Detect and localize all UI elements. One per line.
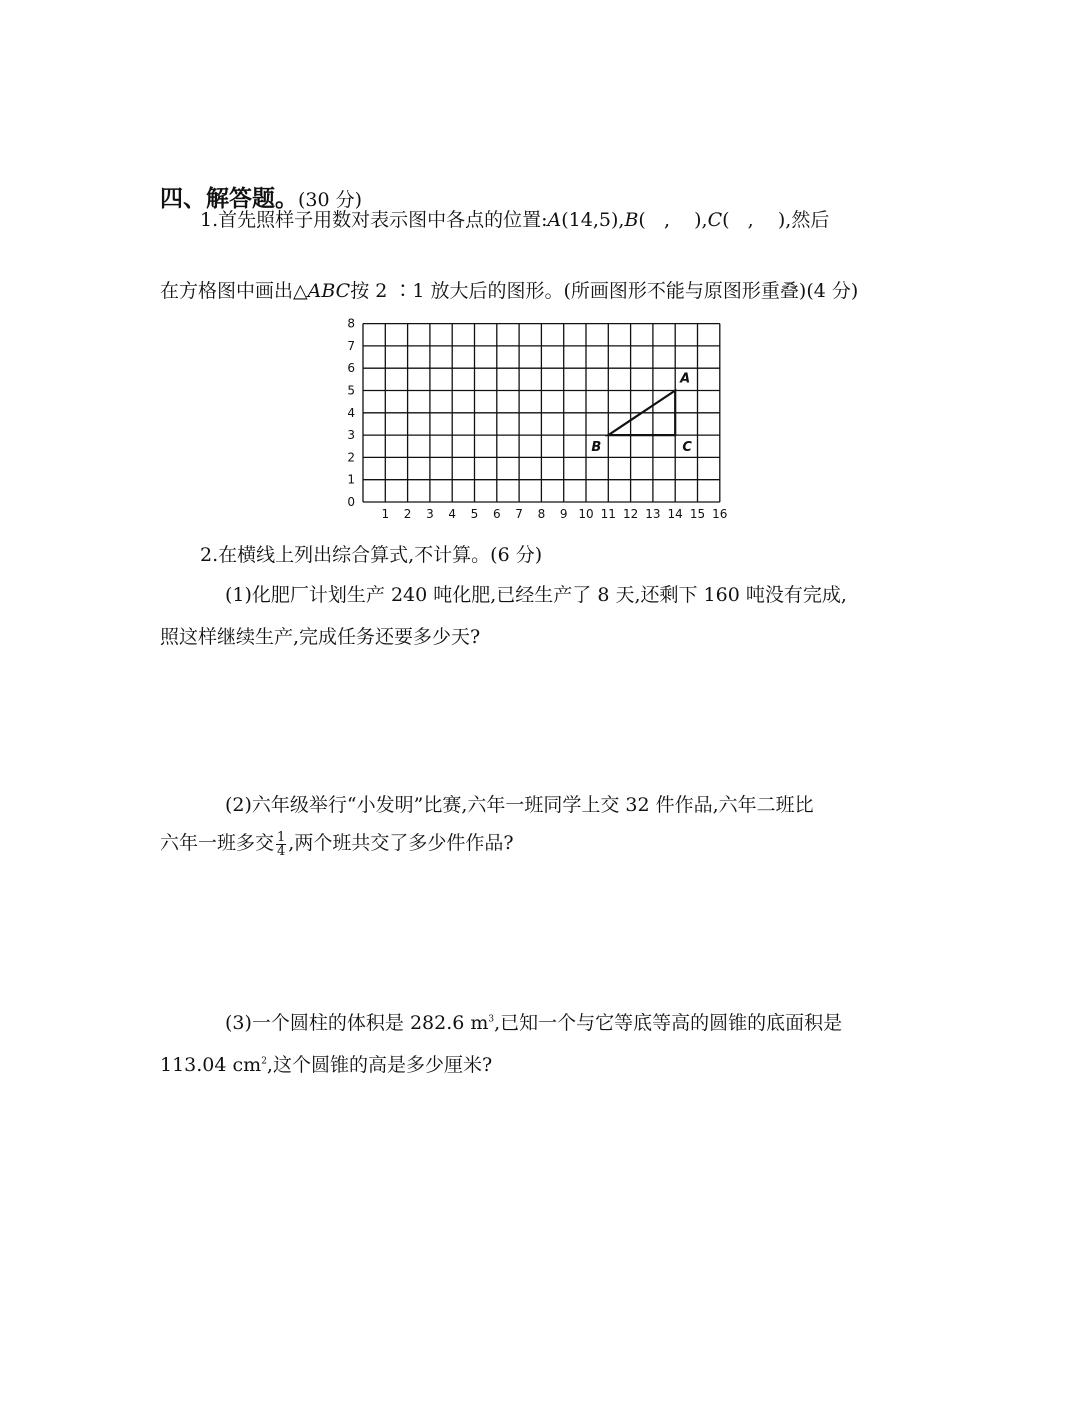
q2-p1-line1: (1)化肥厂计划生产 240 吨化肥,已经生产了 8 天,还剩下 160 吨没有完成,: [225, 584, 847, 606]
point-a-coord: (14,5),: [561, 209, 625, 231]
q2-p3-line1-b: ,已知一个与它等底等高的圆锥的底面积是: [494, 1012, 843, 1034]
q2-p2-line2: [160, 828, 514, 858]
x-tick-label: 13: [645, 507, 661, 521]
y-tick-label: 7: [347, 338, 355, 353]
point-c-label: C: [707, 209, 723, 231]
section-score: (30 分): [298, 189, 363, 211]
point-b-blank: ( , ),: [638, 209, 708, 231]
x-tick-label: 12: [622, 507, 639, 521]
square-superscript: 2: [261, 1056, 267, 1067]
q1-line2-text1: 在方格图中画出△: [160, 280, 308, 302]
fraction-denominator: 4: [277, 843, 286, 859]
x-tick-label: 2: [403, 507, 412, 521]
q1-intro-text: 1.首先照样子用数对表示图中各点的位置:: [200, 209, 548, 231]
q2-intro: 2.在横线上列出综合算式,不计算。(6 分): [200, 544, 543, 566]
q2-p3-line2: [160, 1050, 492, 1077]
q1-line2-text2: 按 2 ∶1 放大后的图形。(所画图形不能与原图形重叠)(4 分): [350, 280, 859, 302]
point-label-a: A: [680, 371, 691, 387]
q1-line1: [200, 205, 829, 232]
x-tick-label: 7: [515, 507, 523, 521]
q2-p1-line2: 照这样继续生产,完成任务还要多少天?: [160, 626, 481, 648]
x-tick-label: 6: [492, 507, 501, 521]
y-tick-label: 6: [347, 361, 355, 376]
triangle-abc-label: ABC: [307, 280, 351, 302]
x-tick-label: 5: [470, 507, 479, 521]
x-tick-label: 10: [578, 507, 594, 521]
y-tick-label: 2: [347, 450, 355, 465]
q2-p3-line2-b: ,这个圆锥的高是多少厘米?: [266, 1054, 493, 1076]
x-tick-label: 16: [712, 507, 728, 521]
point-label-c: C: [682, 440, 692, 456]
q1-line2: [160, 276, 858, 303]
x-tick-label: 14: [667, 507, 683, 521]
x-tick-label: 1: [381, 507, 390, 521]
point-label-b: B: [591, 440, 602, 456]
q2-p3-line1-a: (3)一个圆柱的体积是 282.6 m: [225, 1012, 489, 1034]
cubic-superscript: 3: [488, 1014, 495, 1025]
y-tick-label: 8: [347, 316, 355, 331]
q2-p3-line1: [225, 1008, 842, 1035]
point-c-blank: ( , ),然后: [722, 209, 830, 231]
x-tick-label: 11: [600, 507, 616, 521]
y-tick-label: 5: [347, 383, 355, 398]
section-title: 四、解答题。: [160, 186, 298, 212]
q2-p2-line2-b: ,两个班共交了多少件作品?: [288, 832, 514, 854]
q2-p3-line2-a: 113.04 cm: [160, 1054, 262, 1076]
x-tick-label: 4: [448, 507, 457, 521]
point-a-label: A: [547, 209, 562, 231]
point-b-label: B: [624, 209, 639, 231]
fraction-one-quarter: [276, 831, 286, 858]
fraction-numerator: 1: [277, 829, 286, 845]
x-tick-label: 8: [537, 507, 546, 521]
y-tick-label: 1: [347, 472, 355, 487]
y-tick-label: 4: [347, 405, 355, 420]
q2-p2-line1: (2)六年级举行“小发明”比赛,六年一班同学上交 32 件作品,六年二班比: [225, 794, 814, 816]
y-tick-label: 3: [347, 428, 355, 443]
x-tick-label: 9: [559, 507, 568, 521]
x-tick-label: 3: [426, 507, 434, 521]
coordinate-grid: [340, 312, 740, 522]
q2-p2-line2-a: 六年一班多交: [160, 832, 275, 854]
y-tick-label: 0: [347, 495, 355, 509]
x-tick-label: 15: [689, 507, 706, 521]
